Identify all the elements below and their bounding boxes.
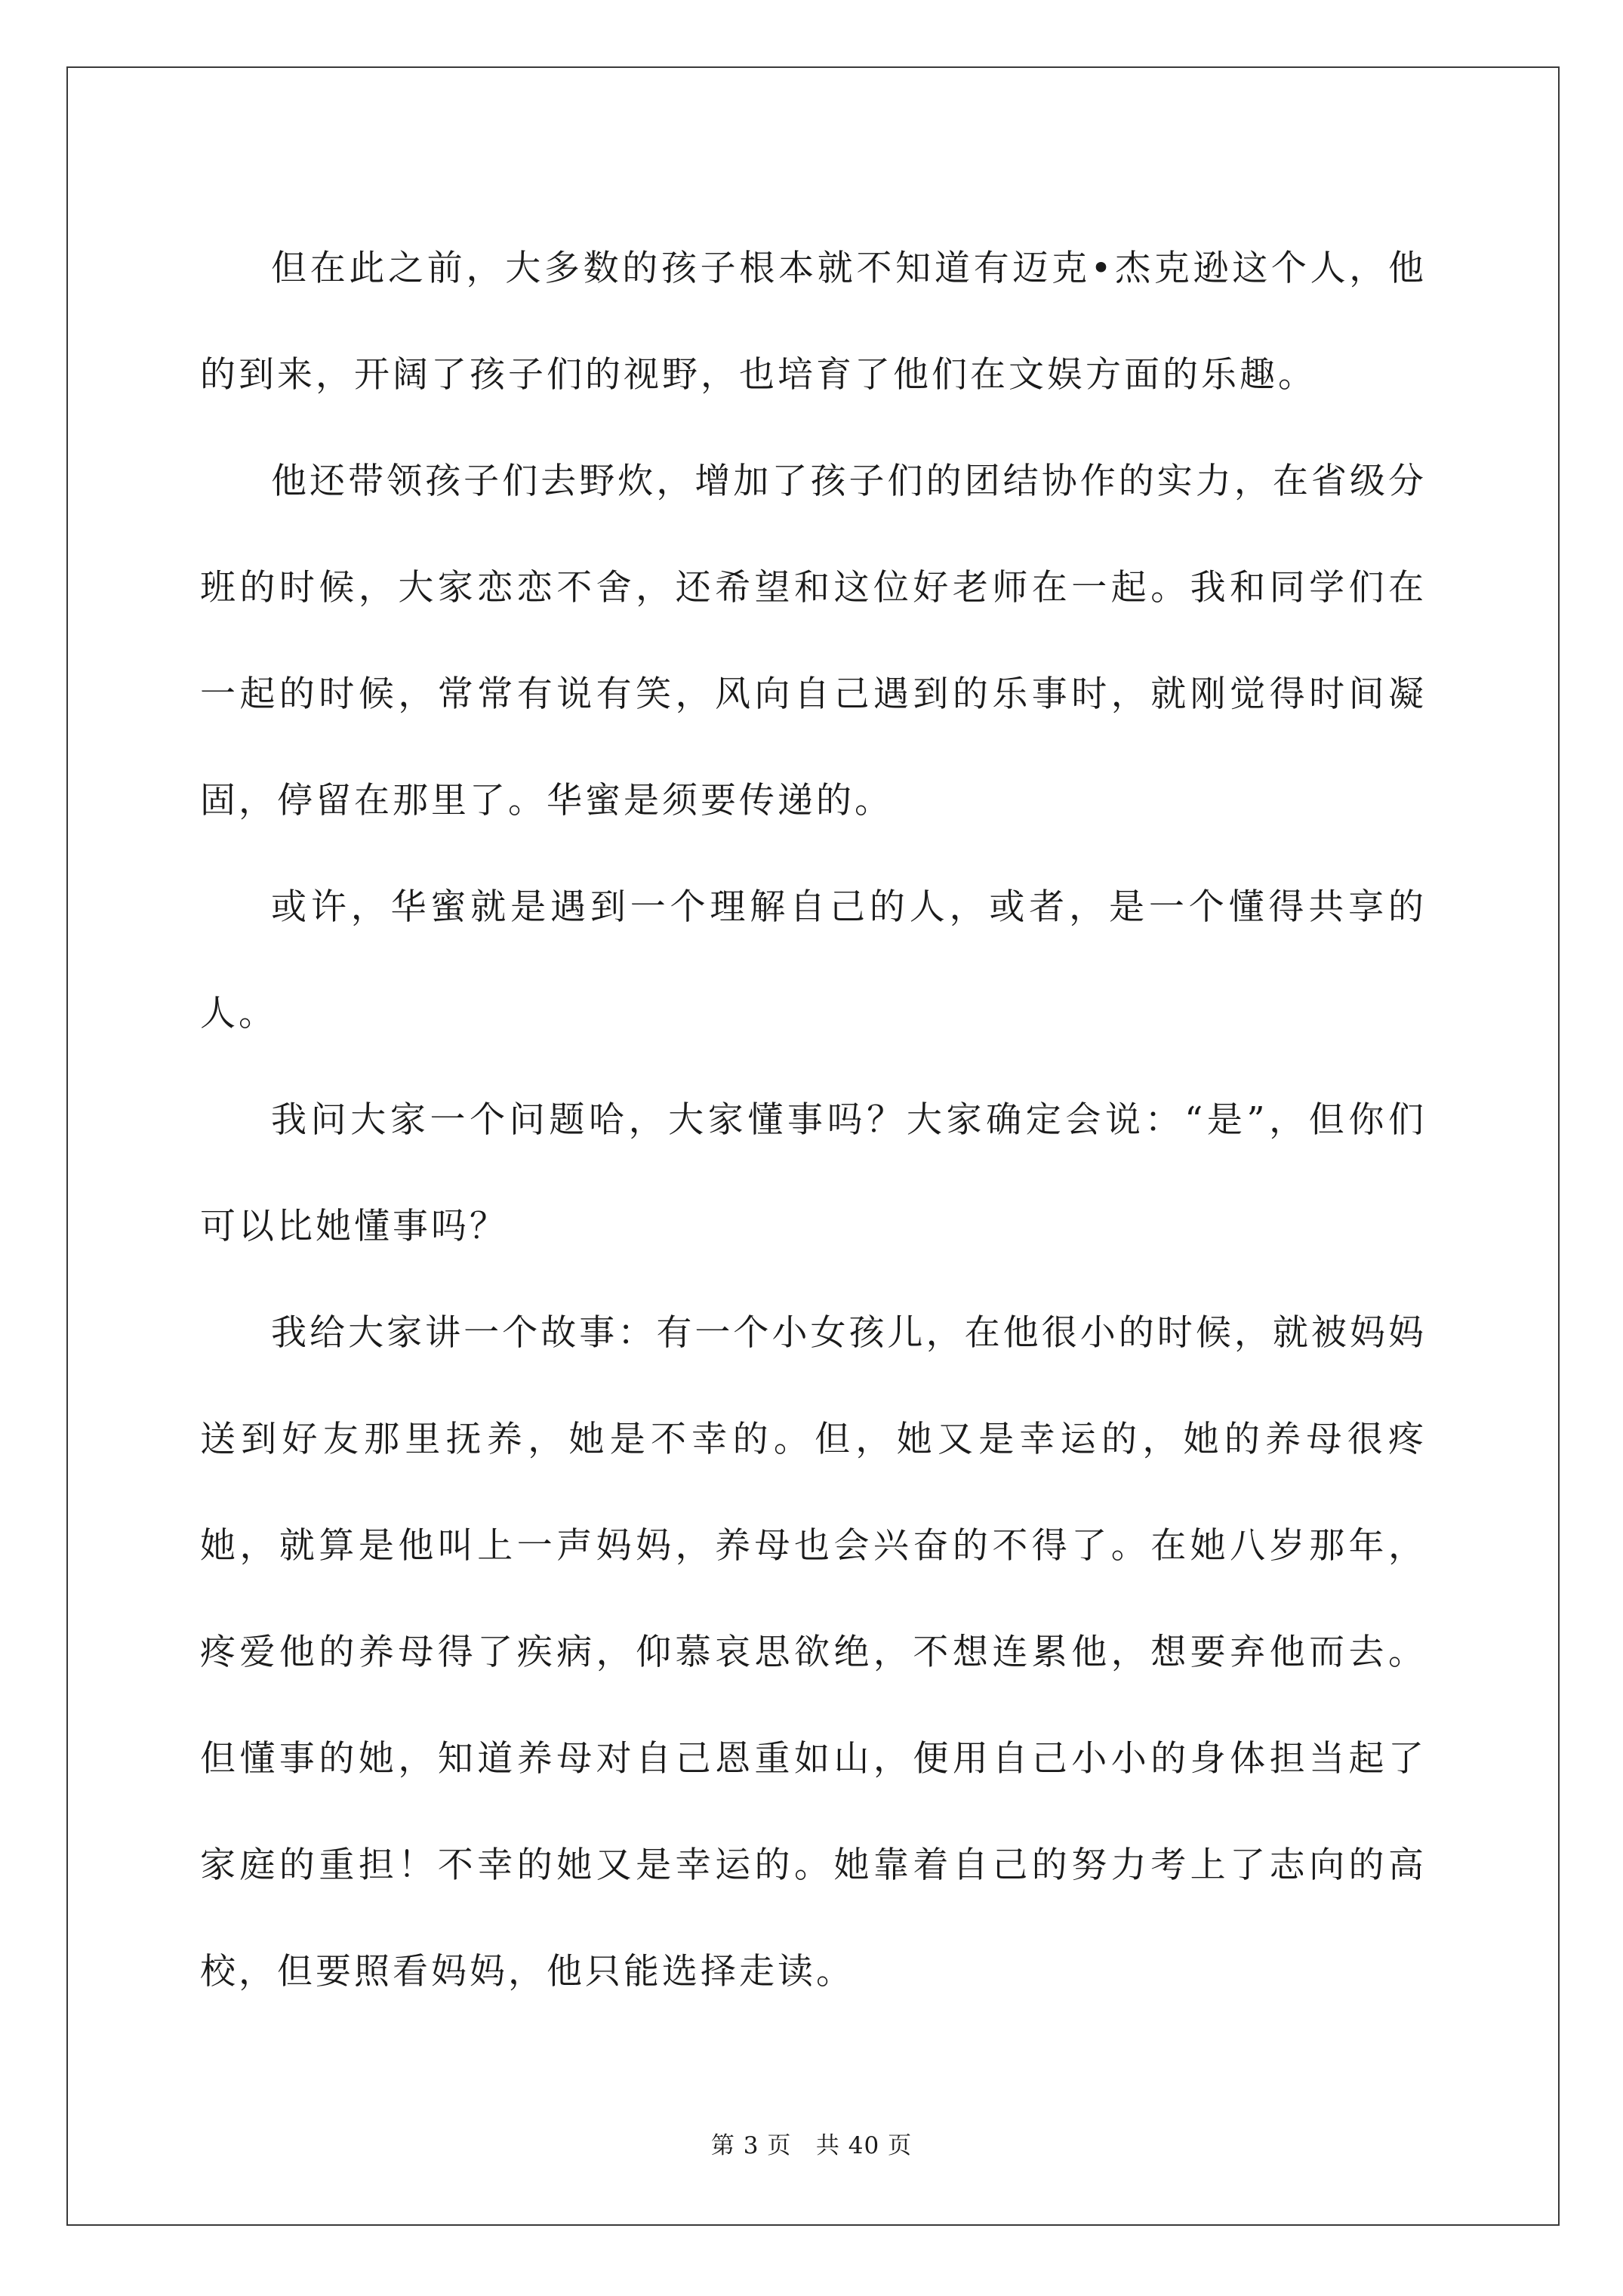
document-body <box>200 215 1427 2025</box>
paragraph-4: 我问大家一个问题哈，大家懂事吗？大家确定会说：“是”，但你们可以比她懂事吗？ <box>200 1099 1427 1247</box>
page-number-footer: 第 3 页 共 40 页 <box>710 2132 913 2159</box>
paragraph-3: 或许，华蜜就是遇到一个理解自己的人，或者，是一个懂得共享的人。 <box>200 886 1427 1034</box>
paragraph-1: 但在此之前，大多数的孩子根本就不知道有迈克•杰克逊这个人，他的到来，开阔了孩子们的视野，也培育了他们在文娱方面的乐趣。 <box>200 248 1427 396</box>
paragraph-2: 他还带领孩子们去野炊，增加了孩子们的团结协作的实力，在省级分班的时候，大家恋恋不舍，还希望和这位好老师在一起。我和同学们在一起的时候，常常有说有笑，风向自己遇到的乐事时，就刚觉得时间凝固，停留在那里了。华蜜是须要传递的。 <box>200 461 1427 821</box>
paragraph-5: 我给大家讲一个故事：有一个小女孩儿，在他很小的时候，就被妈妈送到好友那里抚养，她是不幸的。但，她又是幸运的，她的养母很疼她，就算是他叫上一声妈妈，养母也会兴奋的不得了。在她八岁那年，疼爱他的养母得了疾病，仰慕哀思欲绝，不想连累他，想要弃他而去。但懂事的她，知道养母对自己恩重如山，便用自己小小的身体担当起了家庭的重担！不幸的她又是幸运的。她靠着自己的努力考上了志向的高校，但要照看妈妈，他只能选择走读。 <box>200 1312 1427 1992</box>
